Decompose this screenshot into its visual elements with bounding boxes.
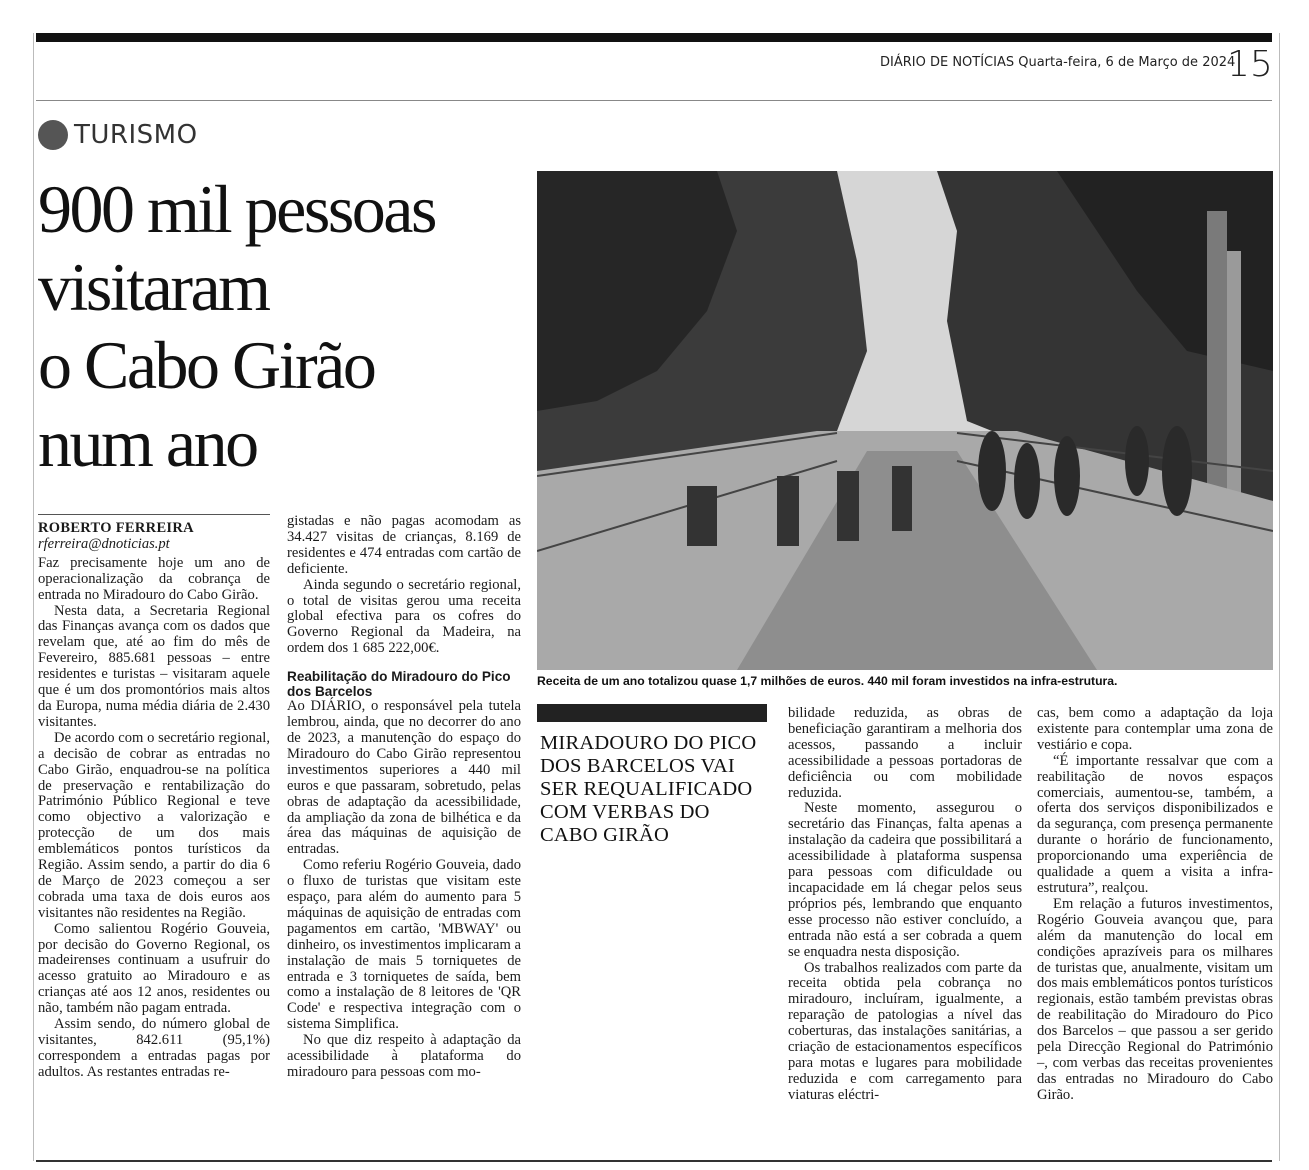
paragraph: Nesta data, a Secretaria Regional das Finanças avança com os dados que revelam que, até ao fim do mês de Fevereiro, 885.681 pessoas – entre residentes e turistas – visitaram aquele que é um dos promontórios mais altos da Europa, numa média diária de 2.430 visitantes. xyxy=(38,602,270,730)
paragraph: Como salientou Rogério Gouveia, por decisão do Governo Regional, os madeirenses continuam a usufruir do acesso gratuito ao Miradouro e as crianças até aos 12 anos, residentes ou não, também não pagam entrada. xyxy=(38,920,270,1017)
page-number: 15 xyxy=(1227,44,1273,85)
article-column-2 xyxy=(287,514,521,1081)
paragraph: Os trabalhos realizados com parte da receita obtida pela cobrança no miradouro, incluíram, igualmente, a reparação de patologias a nível das coberturas, das instalações sanitárias, a criação de estacionamentos específicos para motas e lugares para mobilidade reduzida e com carregamento para viaturas eléctri- xyxy=(788,959,1022,1103)
paragraph: cas, bem como a adaptação da loja existente para contemplar uma zona de vestiário e copa. xyxy=(1037,705,1273,753)
masthead: DIÁRIO DE NOTÍCIAS Quarta-feira, 6 de Março de 2024 xyxy=(880,55,1236,70)
paragraph: No que diz respeito à adaptação da acessibilidade à plataforma do miradouro para pessoas com mo- xyxy=(287,1032,521,1080)
author-name: ROBERTO FERREIRA xyxy=(38,520,194,536)
article-column-5 xyxy=(1037,706,1273,1104)
paragraph: Ainda segundo o secretário regional, o total de visitas gerou uma receita global efectiva para os cofres do Governo Regional da Madeira, na ordem dos 1 685 222,00€. xyxy=(287,576,521,657)
paragraph: bilidade reduzida, as obras de beneficiação garantiram a melhoria dos acessos, passando a incluir acessibilidade a pessoas portadoras de deficiência ou com mobilidade reduzida. xyxy=(788,705,1022,801)
author-email[interactable]: rferreira@dnoticias.pt xyxy=(38,535,170,552)
headline-line: 900 mil pessoas xyxy=(38,171,435,247)
article-photo xyxy=(537,171,1273,670)
subheading: Reabilitação do Miradouro do Pico dos Barcelos xyxy=(287,669,511,700)
page-left-border xyxy=(33,33,34,1161)
section-dot-icon xyxy=(38,120,68,150)
page-right-border xyxy=(1279,33,1280,1161)
pull-quote-bar xyxy=(537,704,767,722)
section-tag xyxy=(38,120,198,150)
header-divider xyxy=(36,100,1272,101)
headline-line: num ano xyxy=(38,405,257,481)
paragraph: Como referiu Rogério Gouveia, dado o fluxo de turistas que visitam este espaço, para além do aumento para 5 máquinas de aquisição de entradas com pagamentos em cartão, 'MBWAY' ou dinheiro, os investimentos implicaram a instalação de mais 5 torniquetes de entrada e 3 torniquetes de saída, bem como a instalação de 8 leitores de 'QR Code' e respectiva integração com o sistema Simplifica. xyxy=(287,857,521,1033)
byline-rule xyxy=(38,514,270,515)
paragraph: Assim sendo, do número global de visitantes, 842.611 (95,1%) correspondem a entradas pagas por adultos. As restantes entradas re- xyxy=(38,1016,270,1080)
headline-line: visitaram xyxy=(38,249,269,325)
paragraph: Em relação a futuros investimentos, Rogério Gouveia avançou que, para além da manutenção do local em condições aprazíveis para os milhares de turistas que, anualmente, visitam um dos mais emblemáticos pontos turísticos regionais, estão também previstas obras de reabilitação do Miradouro do Pico dos Barcelos – que passou a ser gerido pela Direcção Regional do Património –, com verbas das receitas provenientes das entradas no Miradouro do Cabo Girão. xyxy=(1037,895,1273,1103)
page-top-bar xyxy=(36,33,1272,42)
photo-illustration xyxy=(537,171,1273,670)
headline xyxy=(38,170,528,482)
page-bottom-rule xyxy=(36,1160,1272,1162)
paragraph: De acordo com o secretário regional, a decisão de cobrar as entradas no Cabo Girão, enquadrou-se na política de preservação e rentabilização do Património Público Regional e teve como objectivo a valorização e protecção de um dos mais emblemáticos pontos turísticos da Região. Assim sendo, a partir do dia 6 de Março de 2023 começou a ser cobrada uma taxa de dois euros aos visitantes não residentes na Região. xyxy=(38,729,270,921)
article-column-1 xyxy=(38,521,270,1081)
paragraph: gistadas e não pagas acomodam as 34.427 visitas de crianças, 8.169 de residentes e 474 entradas com cartão de deficiente. xyxy=(287,513,521,577)
photo-caption: Receita de um ano totalizou quase 1,7 milhões de euros. 440 mil foram investidos na infra-estrutura. xyxy=(537,674,1118,688)
paragraph: Ao DIÁRIO, o responsável pela tutela lembrou, ainda, que no decorrer do ano de 2023, a manutenção do espaço do Miradouro do Cabo Girão representou investimentos superiores a 440 mil euros e que passaram, sobretudo, pelas obras de adaptação da acessibilidade, da ampliação da zona de bilhética e da área das máquinas de aquisição de entradas. xyxy=(287,698,521,858)
paragraph: Faz precisamente hoje um ano de operacionalização da cobrança de entrada no Miradouro do Cabo Girão. xyxy=(38,554,270,603)
pull-quote: MIRADOURO DO PICO DOS BARCELOS VAI SER REQUALIFICADO COM VERBAS DO CABO GIRÃO xyxy=(540,732,757,846)
paragraph: Neste momento, assegurou o secretário das Finanças, falta apenas a instalação da cadeira que possibilitará a acessibilidade à plataforma suspensa para pessoas com dificuldade ou incapacidade em lá chegar pelos seus próprios pés, lembrando que enquanto esse processo não estiver concluído, a entrada não está a ser cobrada a quem se enquadra nesta disposição. xyxy=(788,800,1022,960)
paragraph: “É importante ressalvar que com a reabilitação de novos espaços comerciais, aumentou-se, também, a oferta dos serviços disponibilizados e da segurança, com presença permanente durante o horário de funcionamento, proporcionando uma experiência de qualidade a quem a visita a infra-estrutura”, realçou. xyxy=(1037,752,1273,896)
section-label: TURISMO xyxy=(74,120,198,150)
headline-line: o Cabo Girão xyxy=(38,327,375,403)
article-column-4 xyxy=(788,706,1022,1104)
